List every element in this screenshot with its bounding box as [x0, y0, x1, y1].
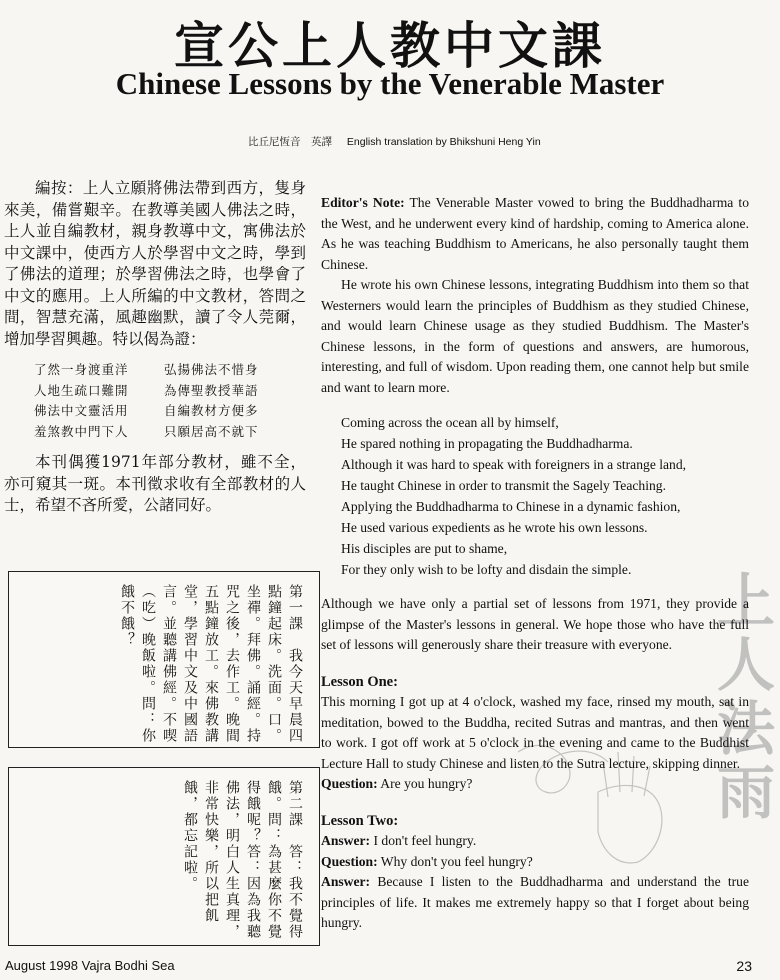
editor-note-chinese: 編按：上人立願將佛法帶到西方，隻身來美，備嘗艱辛。在教導美國人佛法之時，上人並自編教材，親身教導中文，寓佛法於中文課中，使西方人於學習中文之時，學到了佛法的道理；於學習佛法之時，也學會了中文的應用。上人所編的中文教材，答問之間，智慧充滿，風趣幽默，讀了令人莞爾，增加學習興趣。特以偈為證：: [4, 179, 306, 348]
verse-line: [34, 422, 306, 443]
answer-text: Because I listen to the Buddhadharma and understand the true principles of life. It makes me extremely happy so that I forget about being hungry.: [321, 874, 749, 930]
lesson-one-question: [321, 774, 749, 795]
verse-line: [34, 381, 306, 402]
answer-text: I don't feel hungry.: [370, 833, 477, 848]
verse-half: 只願居高不就下: [164, 423, 259, 439]
poem-line: His disciples are put to shame,: [341, 541, 508, 556]
verse-half: 佛法中文靈活用: [34, 403, 129, 418]
english-verse: [341, 412, 749, 580]
left-column: [4, 178, 306, 517]
lesson-two-question: [321, 852, 749, 873]
lesson-two-box: [8, 767, 320, 946]
collection-note-chinese: 本刊偶獲1971年部分教材，雖不全，亦可窺其一斑。本刊徵求收有全部教材的人士，希望不吝所愛，公諸同好。: [4, 453, 306, 514]
answer-label: Answer:: [321, 874, 371, 889]
translator-credit: [248, 134, 541, 149]
lesson-one-box: [8, 571, 320, 748]
page-number: 23: [736, 958, 752, 974]
question-text: Are you hungry?: [377, 776, 473, 791]
editor-note-english: [321, 193, 749, 275]
verse-half: 了然一身渡重洋: [34, 362, 129, 377]
editor-note-text: The Venerable Master vowed to bring the Buddhadharma to the West, and he underwent every kind of hardship, coming to America alone. As he was teaching Buddhism to Americans, he also personally taught them Chinese.: [321, 195, 749, 272]
verse-half: 人地生疏口難開: [34, 382, 129, 398]
poem-line: Coming across the ocean all by himself,: [341, 415, 559, 430]
verse-half: 自編教材方便多: [164, 403, 259, 418]
poem-line: He spared nothing in propagating the Buddhadharma.: [341, 436, 633, 451]
poem-line: He used various expedients as he wrote his own lessons.: [341, 520, 648, 535]
calligraphy-watermark: 上人法雨: [707, 570, 775, 826]
question-text: Why don't you feel hungry?: [377, 853, 533, 869]
partial-set-note: Although we have only a partial set of lessons from 1971, they provide a glimpse of the Master's lessons in general. We hope those who have the full set of lessons will generously share their treasure with everyone.: [321, 596, 749, 652]
verse-half: 羞煞教中門下人: [34, 423, 129, 439]
answer-label: Answer:: [321, 833, 371, 848]
chinese-title: 宣公上人教中文課: [174, 16, 606, 75]
lesson-two-chinese-text: 第二課 答：我不覺得餓。問：為甚麼你不覺得餓呢？答：因為我聽佛法，明白人生真理，非常快樂，所以把飢餓，都忘記啦。: [182, 780, 303, 940]
lessons-description: He wrote his own Chinese lessons, integrating Buddhism into them so that Westerners would learn the principles of Buddhism as they studied Chinese, and would learn Chinese usage as they studied Buddhism. The Master's Chinese lessons, in the form of questions and answers, are humorous, interesting, and full of wisdom. Upon reading them, one cannot help but smile and want to learn more.: [321, 277, 749, 395]
lesson-one-chinese-text: 第一課 我今天早晨四點鐘起床。洗面。口。坐禪。拜佛。誦經。持咒之後，去作工。晚間五點鐘放工。來佛教講堂，學習中文及中國語言。並聽講佛經。不喫（吃）晚飯啦。問：你餓不餓？: [119, 584, 303, 744]
poem-line: Applying the Buddhadharma to Chinese in a dynamic fashion,: [341, 499, 681, 514]
credit-chinese: 比丘尼恆音 英譯: [248, 136, 332, 148]
credit-english: English translation by Bhikshuni Heng Yin: [346, 136, 541, 148]
chinese-verse: [34, 360, 306, 442]
lesson-one-heading: Lesson One:: [321, 673, 398, 690]
english-title: Chinese Lessons by the Venerable Master: [115, 66, 665, 101]
lesson-two-answer-1: [321, 831, 749, 852]
right-column: [321, 193, 749, 934]
poem-line: Although it was hard to speak with foreigners in a strange land,: [341, 457, 687, 472]
verse-line: [34, 401, 306, 422]
question-label: Question:: [321, 853, 378, 869]
poem-line: For they only wish to be lofty and disdain the simple.: [341, 562, 632, 577]
lesson-two-answer-2: [321, 872, 749, 934]
footer-issue: August 1998 Vajra Bodhi Sea: [5, 958, 175, 973]
verse-line: [34, 360, 306, 381]
question-label: Question:: [321, 776, 378, 791]
editor-note-label: Editor's Note:: [321, 195, 405, 210]
lesson-one-text: This morning I got up at 4 o'clock, washed my face, rinsed my mouth, sat in meditation, bowed to the Buddha, recited Sutras and mantras, and then went to work. I got off work at 5 o'clock in the evening and came to the Buddhist Lecture Hall to study Chinese and listen to the Sutra lecture, skipping dinner.: [321, 694, 749, 771]
poem-line: He taught Chinese in order to transmit the Sagely Teaching.: [341, 478, 666, 493]
verse-half: 為傳聖教授華語: [164, 382, 259, 398]
verse-half: 弘揚佛法不惜身: [164, 362, 259, 377]
lesson-two-heading: Lesson Two:: [321, 812, 399, 829]
